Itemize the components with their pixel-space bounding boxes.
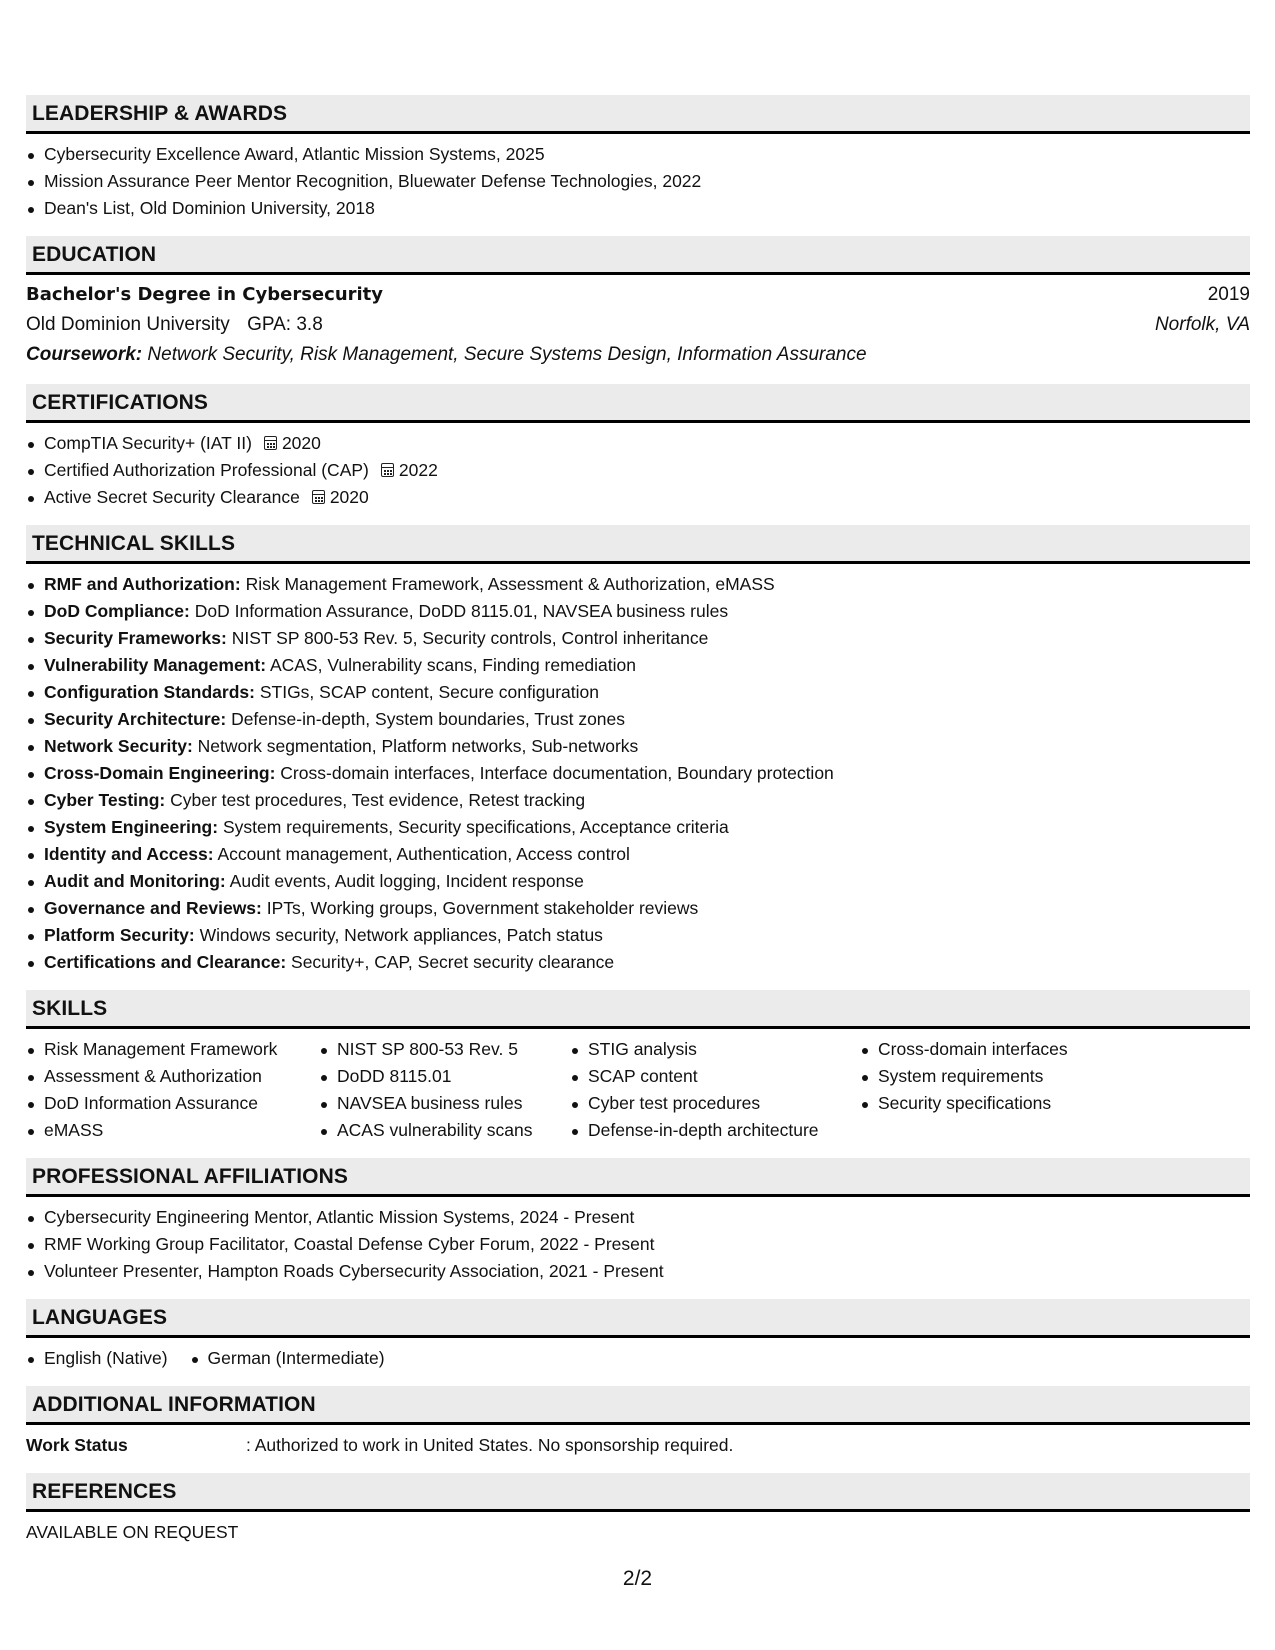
coursework-list: Network Security, Risk Management, Secure Systems Design, Information Assurance <box>147 344 867 365</box>
skill-values: Network segmentation, Platform networks, Sub-networks <box>197 736 639 756</box>
skill-values: Cross-domain interfaces, Interface documentation, Boundary protection <box>280 763 834 783</box>
list-item: Risk Management Framework <box>26 1036 319 1063</box>
section-header <box>26 1299 1250 1338</box>
section-header <box>26 1473 1250 1512</box>
list-item <box>26 895 1250 922</box>
section-title: PROFESSIONAL AFFILIATIONS <box>32 1165 348 1188</box>
awards-list <box>26 141 1250 222</box>
list-item <box>26 625 1250 652</box>
list-item: Volunteer Presenter, Hampton Roads Cybersecurity Association, 2021 - Present <box>26 1258 1250 1285</box>
skill-values: Windows security, Network appliances, Patch status <box>199 925 603 945</box>
skills-column <box>570 1036 860 1144</box>
section-title: EDUCATION <box>32 243 157 266</box>
references-section <box>26 1473 1250 1546</box>
list-item: RMF Working Group Facilitator, Coastal Defense Cyber Forum, 2022 - Present <box>26 1231 1250 1258</box>
list-item: SCAP content <box>570 1063 860 1090</box>
certification-name: Active Secret Security Clearance <box>44 487 300 507</box>
gpa: GPA: 3.8 <box>247 314 323 335</box>
certification-year: 2022 <box>398 460 438 480</box>
affiliations-list <box>26 1204 1250 1285</box>
skill-category: Cyber Testing: <box>44 790 166 810</box>
skill-values: Audit events, Audit logging, Incident response <box>229 871 584 891</box>
list-item: Defense-in-depth architecture <box>570 1117 860 1144</box>
list-item <box>26 922 1250 949</box>
list-item <box>26 868 1250 895</box>
skill-category: Platform Security: <box>44 925 195 945</box>
list-item <box>26 706 1250 733</box>
section-header <box>26 990 1250 1029</box>
section-title: LANGUAGES <box>32 1306 168 1329</box>
technical-skills-list <box>26 571 1250 976</box>
list-item: eMASS <box>26 1117 319 1144</box>
list-item: Assessment & Authorization <box>26 1063 319 1090</box>
skill-category: Security Architecture: <box>44 709 227 729</box>
affiliations-section <box>26 1158 1250 1285</box>
skill-category: DoD Compliance: <box>44 601 190 621</box>
certifications-list <box>26 430 1250 511</box>
list-item: NAVSEA business rules <box>319 1090 570 1117</box>
list-item: STIG analysis <box>570 1036 860 1063</box>
list-item: Mission Assurance Peer Mentor Recognition, Bluewater Defense Technologies, 2022 <box>26 168 1250 195</box>
list-item: Security specifications <box>860 1090 1160 1117</box>
list-item: German (Intermediate) <box>190 1345 385 1372</box>
calendar-icon <box>312 490 325 504</box>
skill-category: Identity and Access: <box>44 844 214 864</box>
skill-values: NIST SP 800-53 Rev. 5, Security controls, Control inheritance <box>231 628 709 648</box>
list-item: Cybersecurity Excellence Award, Atlantic Mission Systems, 2025 <box>26 141 1250 168</box>
section-header <box>26 1386 1250 1425</box>
skill-values: Defense-in-depth, System boundaries, Trust zones <box>231 709 626 729</box>
skill-category: Certifications and Clearance: <box>44 952 287 972</box>
degree-name: Bachelor's Degree in Cybersecurity <box>26 284 384 305</box>
list-item: ACAS vulnerability scans <box>319 1117 570 1144</box>
section-title: REFERENCES <box>32 1480 177 1503</box>
work-status-label: Work Status <box>26 1435 128 1455</box>
section-title: LEADERSHIP & AWARDS <box>32 102 288 125</box>
list-item <box>26 787 1250 814</box>
section-title: ADDITIONAL INFORMATION <box>32 1393 316 1416</box>
work-status-row <box>26 1432 1250 1459</box>
list-item <box>26 733 1250 760</box>
additional-info-section <box>26 1386 1250 1459</box>
skill-category: Cross-Domain Engineering: <box>44 763 276 783</box>
school-location: Norfolk, VA <box>1154 314 1250 335</box>
work-status-value: : Authorized to work in United States. No sponsorship required. <box>246 1435 734 1455</box>
skill-values: Risk Management Framework, Assessment & Authorization, eMASS <box>245 574 775 594</box>
page-number: 2/2 <box>622 1567 653 1590</box>
skill-category: Governance and Reviews: <box>44 898 262 918</box>
list-item <box>26 571 1250 598</box>
coursework-label: Coursework: <box>26 344 143 365</box>
calendar-icon <box>381 463 394 477</box>
skill-category: Audit and Monitoring: <box>44 871 226 891</box>
skill-values: DoD Information Assurance, DoDD 8115.01, NAVSEA business rules <box>194 601 729 621</box>
skill-values: Security+, CAP, Secret security clearance <box>291 952 615 972</box>
skill-values: System requirements, Security specifications, Acceptance criteria <box>222 817 729 837</box>
list-item: Cross-domain interfaces <box>860 1036 1160 1063</box>
skills-column <box>319 1036 570 1144</box>
certification-name: Certified Authorization Professional (CAP) <box>44 460 369 480</box>
list-item: DoDD 8115.01 <box>319 1063 570 1090</box>
skill-values: ACAS, Vulnerability scans, Finding remediation <box>269 655 636 675</box>
skill-category: System Engineering: <box>44 817 219 837</box>
list-item: DoD Information Assurance <box>26 1090 319 1117</box>
education-section <box>26 236 1250 370</box>
list-item <box>26 457 1250 484</box>
section-header <box>26 384 1250 423</box>
calendar-icon <box>264 436 277 450</box>
skills-column <box>860 1036 1160 1144</box>
awards-section <box>26 95 1250 222</box>
skill-category: RMF and Authorization: <box>44 574 241 594</box>
technical-skills-section <box>26 525 1250 976</box>
certification-name: CompTIA Security+ (IAT II) <box>44 433 252 453</box>
section-header <box>26 525 1250 564</box>
resume-page <box>26 95 1250 1560</box>
certifications-section <box>26 384 1250 511</box>
skills-column <box>26 1036 319 1144</box>
list-item <box>26 841 1250 868</box>
skill-values: IPTs, Working groups, Government stakeholder reviews <box>266 898 699 918</box>
section-title: TECHNICAL SKILLS <box>32 532 236 555</box>
list-item <box>26 652 1250 679</box>
list-item <box>26 679 1250 706</box>
list-item: Cybersecurity Engineering Mentor, Atlantic Mission Systems, 2024 - Present <box>26 1204 1250 1231</box>
section-header <box>26 1158 1250 1197</box>
list-item: System requirements <box>860 1063 1160 1090</box>
list-item <box>26 814 1250 841</box>
list-item: NIST SP 800-53 Rev. 5 <box>319 1036 570 1063</box>
section-header <box>26 95 1250 134</box>
list-item <box>26 484 1250 511</box>
list-item: Cyber test procedures <box>570 1090 860 1117</box>
list-item <box>26 598 1250 625</box>
section-header <box>26 236 1250 275</box>
skill-category: Security Frameworks: <box>44 628 227 648</box>
skill-values: STIGs, SCAP content, Secure configuration <box>259 682 600 702</box>
skill-category: Vulnerability Management: <box>44 655 267 675</box>
list-item: English (Native) <box>26 1345 168 1372</box>
section-title: CERTIFICATIONS <box>32 391 209 414</box>
skill-values: Cyber test procedures, Test evidence, Retest tracking <box>170 790 586 810</box>
skill-values: Account management, Authentication, Access control <box>217 844 630 864</box>
graduation-year: 2019 <box>1207 284 1250 305</box>
list-item: Dean's List, Old Dominion University, 2018 <box>26 195 1250 222</box>
list-item <box>26 430 1250 457</box>
skills-section <box>26 990 1250 1144</box>
school-name: Old Dominion University <box>26 314 230 335</box>
languages-section <box>26 1299 1250 1372</box>
section-title: SKILLS <box>32 997 108 1020</box>
certification-year: 2020 <box>281 433 321 453</box>
list-item <box>26 949 1250 976</box>
skills-columns <box>26 1036 1250 1144</box>
list-item <box>26 760 1250 787</box>
languages-list <box>26 1345 407 1372</box>
certification-year: 2020 <box>329 487 369 507</box>
skill-category: Configuration Standards: <box>44 682 255 702</box>
references-text: AVAILABLE ON REQUEST <box>26 1522 239 1542</box>
skill-category: Network Security: <box>44 736 193 756</box>
